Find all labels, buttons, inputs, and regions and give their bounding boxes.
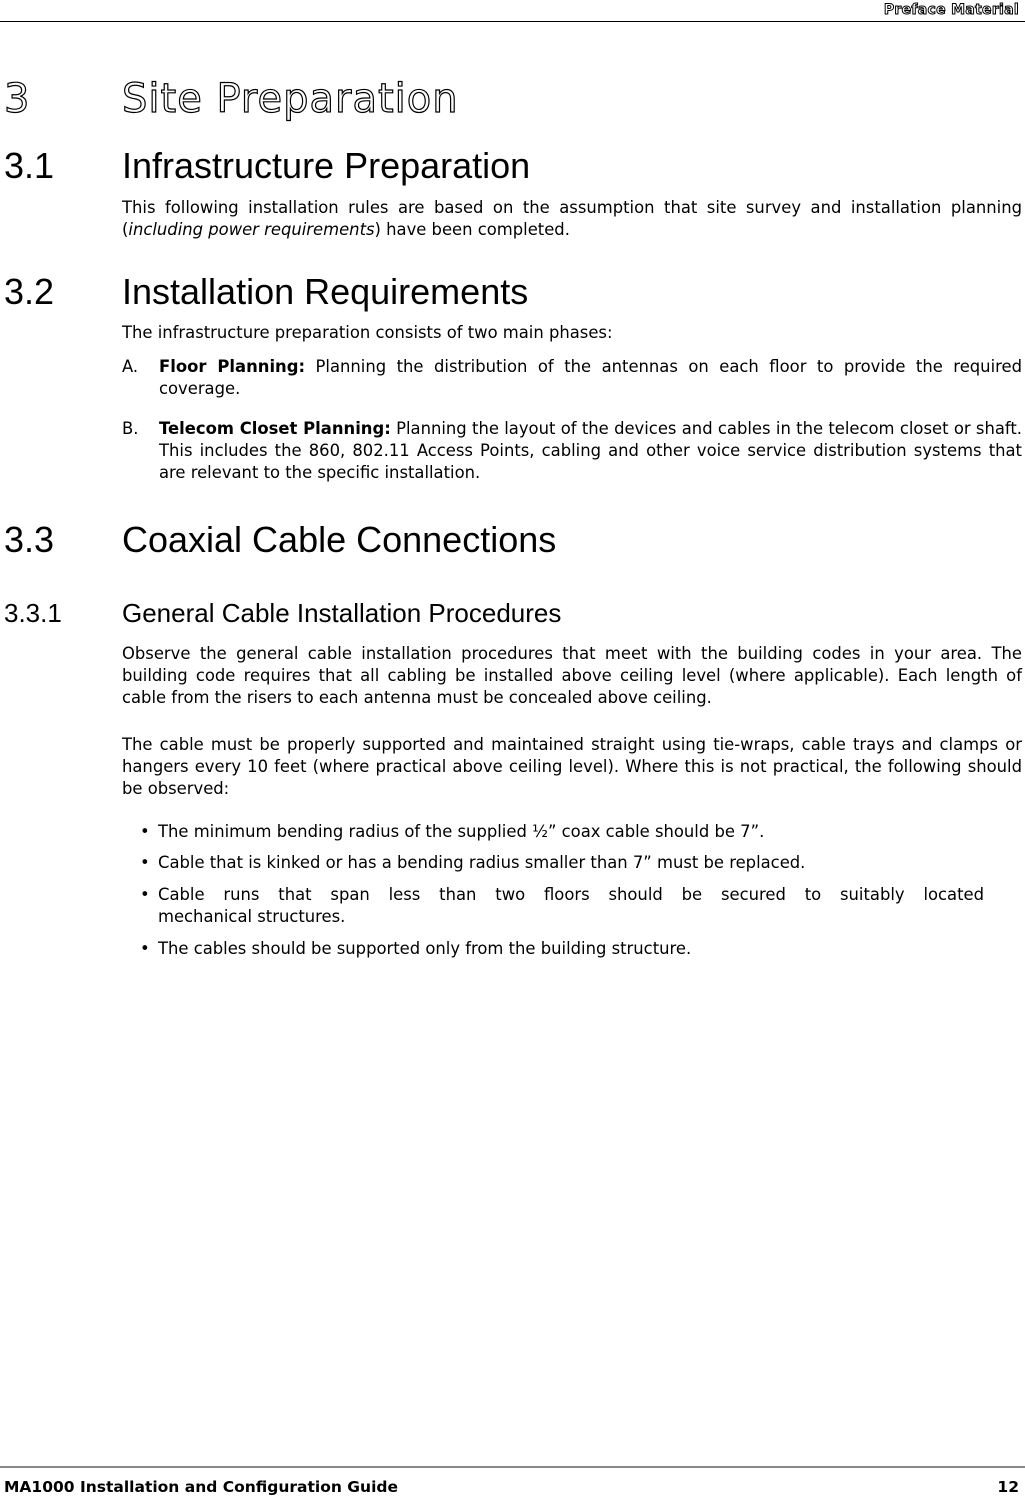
bullet-item [140,884,1022,928]
list-item-term: Telecom Closet Planning: [159,419,391,438]
list-item-description: Planning the layout of the devices and cables in the telecom closet or shaft. This includes the 860, 802.11 Access Points, cabling and other voice service distribution systems that are relevant to the specific installation. [159,419,1022,482]
list-item-text [159,418,1022,484]
section-title: Coaxial Cable Connections [122,519,557,560]
list-item [122,418,1022,484]
header-title: Preface Material [883,2,1019,18]
bullet-item [140,821,1022,843]
list-item [122,356,1022,400]
body-text: ) have been completed. [374,220,570,239]
chapter-number: 3 [4,76,30,122]
body-italic-text: including power requirements [128,220,375,239]
list-marker: A. [122,357,139,376]
list-item-description: Planning the distribution of the antennas on each floor to provide the required coverage. [159,357,1022,398]
bullet-text: Cable runs that span less than two floors should be secured to suitably located [158,885,984,904]
section-3-2-intro: The infrastructure preparation consists of two main phases: [122,323,613,342]
section-3-1-body [122,197,1022,241]
subsection-title: General Cable Installation Procedures [122,598,562,628]
section-3-3-1-paragraph-2: The cable must be properly supported and maintained straight using tie-wraps, cable trays and clamps or hangers every 10 feet (where practical above ceiling level). Where this is not practical, the following should be observed: [122,735,1022,798]
bullet-marker: • [140,822,150,841]
section-title: Infrastructure Preparation [122,145,531,186]
section-title: Installation Requirements [122,271,529,312]
bullet-text: The cables should be supported only from the building structure. [158,939,692,958]
section-number: 3.1 [4,145,55,186]
bullet-item [140,938,1022,960]
bullet-text: Cable that is kinked or has a bending radius smaller than 7” must be replaced. [158,853,806,872]
bullet-marker: • [140,885,150,904]
footer-title: MA1000 Installation and Configuration Guide [4,1478,398,1496]
list-marker: B. [122,419,139,438]
bullet-text: The minimum bending radius of the supplied ½” coax cable should be 7”. [158,822,765,841]
list-item-text [159,356,1022,400]
body-text: This following installation rules are based on the assumption that site survey and installation planning ( [122,198,1022,239]
header-divider [0,21,1025,22]
list-item-term: Floor Planning: [159,357,306,376]
bullet-item [140,852,1022,874]
footer-divider [0,1466,1025,1468]
chapter-title: Site Preparation [122,76,459,122]
bullet-marker: • [140,853,150,872]
section-number: 3.2 [4,271,55,312]
section-number: 3.3 [4,519,55,560]
subsection-number: 3.3.1 [4,598,62,628]
bullet-marker: • [140,939,150,958]
bullet-text-continuation: mechanical structures. [158,907,346,926]
page-number: 12 [997,1478,1019,1496]
section-3-3-1-paragraph-1: Observe the general cable installation procedures that meet with the building codes in your area. The building code requires that all cabling be installed above ceiling level (where applicable). Each length of cable from the risers to each antenna must be concealed above ceiling. [122,644,1022,707]
